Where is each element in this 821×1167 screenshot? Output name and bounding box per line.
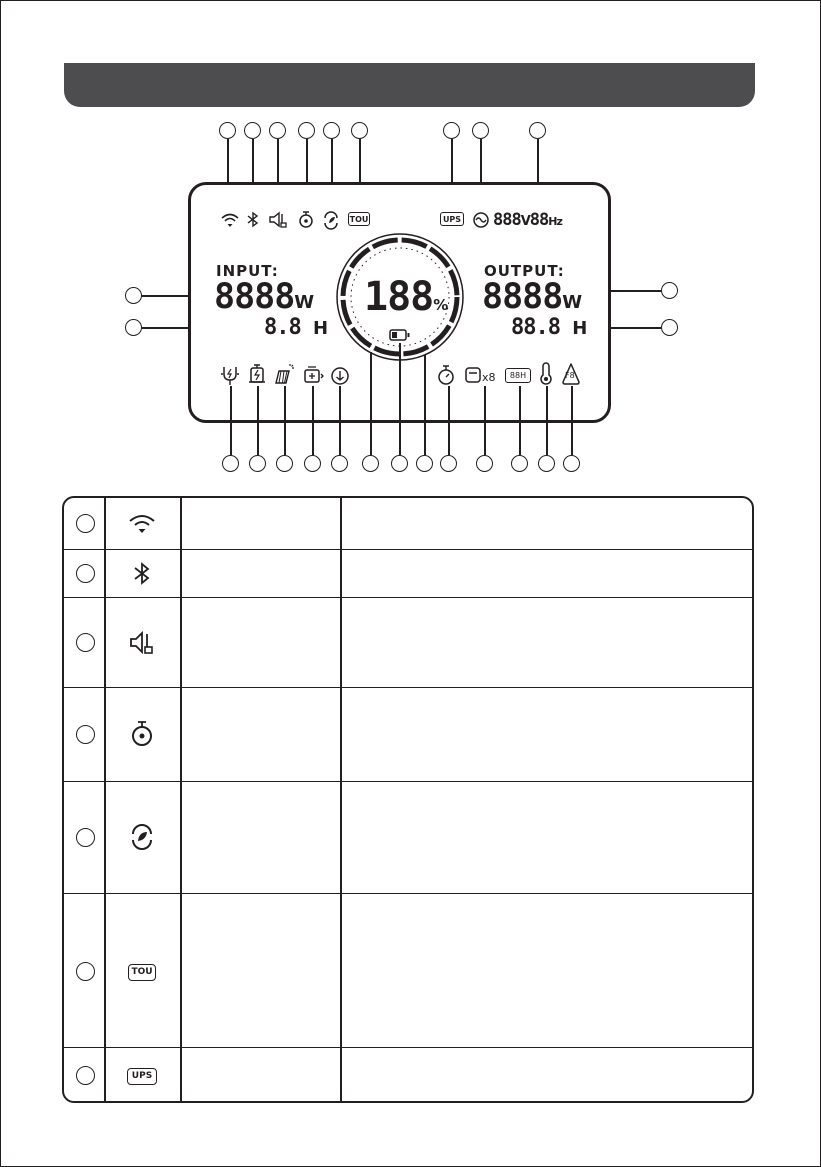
- callout-circle: [563, 455, 580, 472]
- tou-icon-label: TOU: [131, 967, 153, 977]
- row-number-circle: [76, 1066, 95, 1085]
- callout-circle: [298, 122, 315, 139]
- callout-circle: [443, 122, 460, 139]
- output-hours-unit: H: [572, 318, 587, 339]
- table-row: [64, 782, 752, 894]
- table-row: [64, 598, 752, 688]
- hours-badge: [505, 368, 531, 383]
- input-label: INPUT:: [216, 262, 279, 280]
- battery-icon: [389, 329, 411, 342]
- ac-charge-icon: [219, 364, 241, 386]
- row-number-circle: [76, 725, 95, 744]
- battery-pack-icon: [464, 366, 482, 384]
- callout-circle: [661, 319, 678, 336]
- battery-charge-icon: [302, 364, 324, 386]
- header-bar: [64, 63, 755, 107]
- callout-circle: [125, 287, 142, 304]
- speaker-mute-icon: [122, 628, 162, 658]
- row-number-circle: [76, 564, 95, 583]
- fault-icon: [561, 362, 581, 386]
- timer-icon: [436, 364, 456, 386]
- table-row: [64, 894, 752, 1048]
- callout-circle: [351, 122, 368, 139]
- output-watts-value: 8888: [482, 277, 563, 317]
- input-watts-value: 8888: [214, 277, 295, 317]
- voltage-unit: V: [520, 214, 530, 229]
- car-charge-icon: [247, 364, 267, 386]
- callout-circle: [269, 122, 286, 139]
- ac-output-icon: [471, 211, 491, 229]
- output-label: OUTPUT:: [484, 262, 565, 280]
- temperature-icon: [538, 362, 554, 386]
- input-hours-readout: [264, 316, 327, 341]
- battery-multiplier: x8: [482, 371, 496, 384]
- callout-circle: [219, 122, 236, 139]
- tou-icon: [122, 957, 162, 987]
- icon-legend-table: [62, 496, 754, 1103]
- output-watts-unit: W: [562, 292, 583, 313]
- timer-cycle-icon: [296, 210, 316, 230]
- ups-badge: [440, 212, 464, 226]
- callout-circle: [472, 122, 489, 139]
- eco-cycle-icon: [122, 822, 162, 852]
- row-number-circle: [76, 633, 95, 652]
- battery-percent-readout: [364, 276, 448, 326]
- hours-badge-label: 88H: [509, 371, 527, 380]
- callout-circle: [249, 455, 266, 472]
- callout-circle: [440, 455, 457, 472]
- callout-circle: [416, 455, 433, 472]
- row-number-circle: [76, 514, 95, 533]
- input-watts-unit: W: [294, 292, 315, 313]
- callout-circle: [511, 455, 528, 472]
- input-hours-unit: H: [313, 318, 328, 339]
- frequency-value: 88: [529, 210, 549, 230]
- battery-percent-value: 188: [364, 274, 434, 320]
- tou-badge: [348, 212, 370, 226]
- fault-code: F8: [565, 371, 575, 380]
- solar-charge-icon: [273, 362, 295, 386]
- discharge-cycle-icon: [329, 365, 351, 387]
- table-row: [64, 498, 752, 550]
- row-number-circle: [76, 962, 95, 981]
- table-row: [64, 550, 752, 598]
- eco-cycle-icon: [321, 210, 341, 230]
- input-hours-value: 8.8: [264, 315, 301, 340]
- table-row: [64, 688, 752, 782]
- speaker-mute-icon: [268, 211, 288, 229]
- callout-circle: [125, 319, 142, 336]
- voltage-readout: [493, 211, 562, 231]
- bluetooth-icon: [122, 559, 162, 589]
- wifi-icon: [122, 509, 162, 539]
- callout-circle: [276, 455, 293, 472]
- callout-circle: [304, 455, 321, 472]
- callout-circle: [222, 455, 239, 472]
- callout-circle: [476, 455, 493, 472]
- ups-label: UPS: [442, 214, 462, 224]
- callout-circle: [244, 122, 261, 139]
- ups-icon-label: UPS: [131, 1071, 153, 1081]
- tou-label: TOU: [349, 214, 369, 224]
- percent-sign: %: [433, 296, 449, 314]
- output-hours-readout: [511, 316, 586, 341]
- table-row: [64, 1048, 752, 1103]
- output-hours-value: 88.8: [511, 315, 560, 340]
- callout-circle: [362, 455, 379, 472]
- callout-circle: [529, 122, 546, 139]
- frequency-unit: Hz: [548, 215, 562, 228]
- callout-circle: [323, 122, 340, 139]
- voltage-value: 888: [493, 210, 521, 230]
- timer-cycle-icon: [122, 719, 162, 749]
- ups-icon: [122, 1061, 162, 1091]
- callout-circle: [331, 455, 348, 472]
- callout-circle: [391, 455, 408, 472]
- callout-circle: [661, 282, 678, 299]
- wifi-icon: [220, 212, 240, 228]
- row-number-circle: [76, 828, 95, 847]
- bluetooth-icon: [246, 211, 260, 229]
- callout-circle: [538, 455, 555, 472]
